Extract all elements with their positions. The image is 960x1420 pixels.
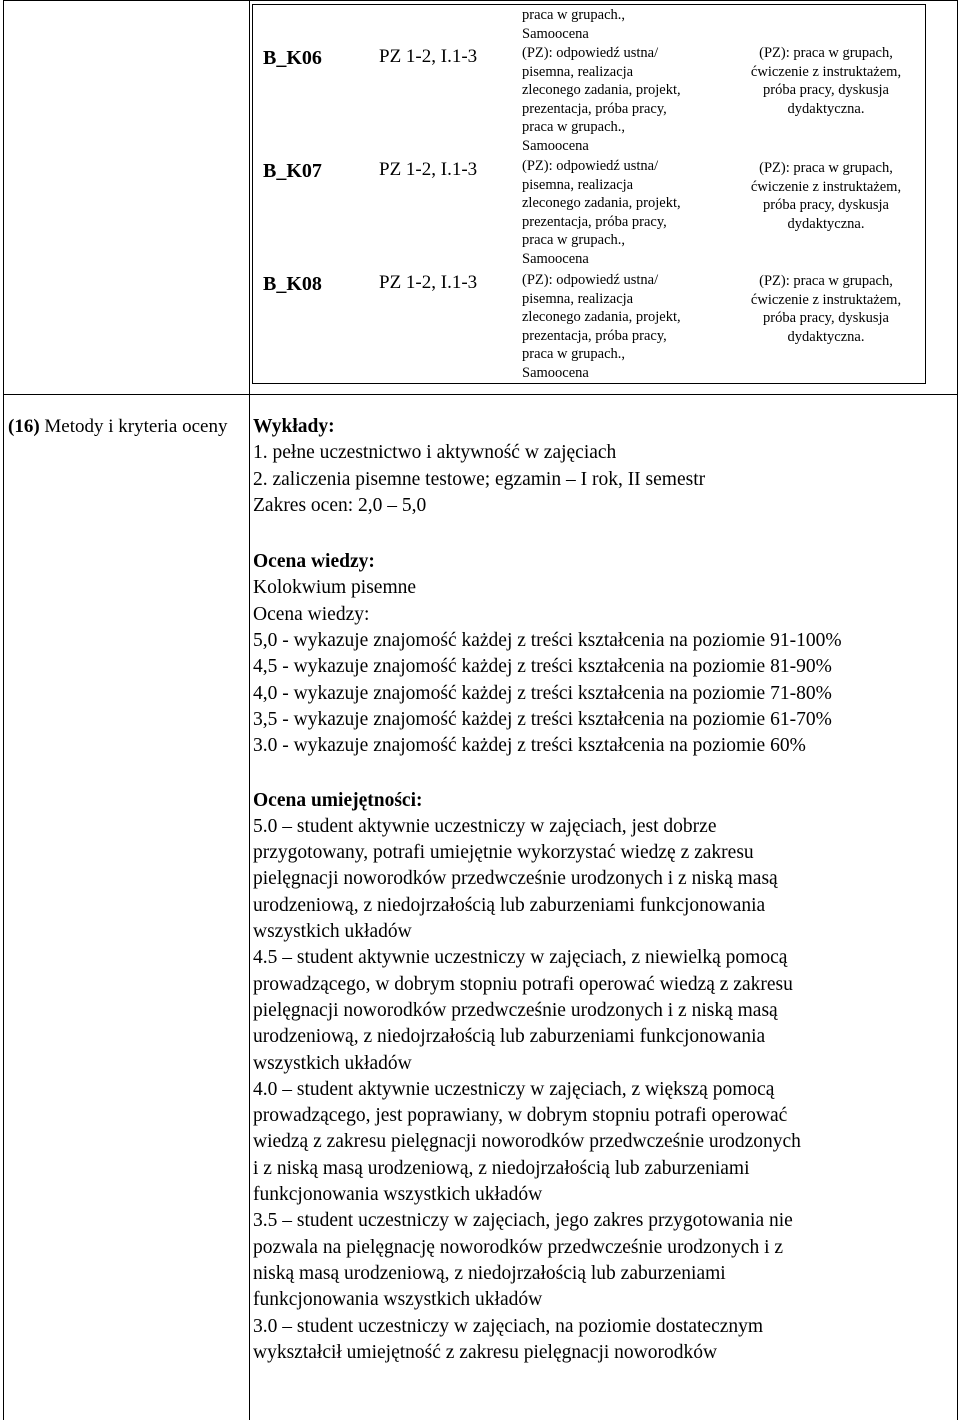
text-line: Samoocena xyxy=(522,364,589,381)
teaching-methods xyxy=(728,44,924,118)
text-line: funkcjonowania wszystkich układów xyxy=(253,1289,543,1311)
text-line: zleconego zadania, projekt, xyxy=(522,82,681,98)
text-line: zleconego zadania, projekt, xyxy=(522,309,681,325)
text-line: Samoocena xyxy=(522,137,589,154)
text-line: dydaktyczna. xyxy=(787,215,865,232)
text-line: pielęgnacji noworodków przedwcześnie urodzonych i z niską masą xyxy=(253,868,778,890)
column-divider xyxy=(249,0,250,1420)
text-line: funkcjonowania wszystkich układów xyxy=(253,1184,543,1206)
text-line: Ocena wiedzy: xyxy=(253,603,370,625)
text-line: (PZ): odpowiedź ustna/ xyxy=(522,272,659,288)
text-line: praca w grupach., xyxy=(522,119,626,135)
outcome-pz: PZ 1-2, I.1-3 xyxy=(379,159,478,180)
text-line: 4,5 - wykazuje znajomość każdej z treści kształcenia na poziomie 81-90% xyxy=(253,656,832,678)
text-line: wszystkich układów xyxy=(253,1052,412,1074)
text-line: wiedzą z zakresu pielęgnacji noworodków przedwcześnie urodzonych xyxy=(253,1131,801,1153)
text-line: prezentacja, próba pracy, xyxy=(522,100,667,117)
text-line: 3.0 - wykazuje znajomość każdej z treści kształcenia na poziomie 60% xyxy=(253,735,806,757)
text-line: pisemna, realizacja xyxy=(522,63,634,80)
text-line: 1. pełne uczestnictwo i aktywność w zajęciach xyxy=(253,442,617,464)
lectures-heading: Wykłady: xyxy=(253,416,335,437)
text-line: (PZ): praca w grupach, xyxy=(759,45,893,61)
text-line: pisemna, realizacja xyxy=(522,176,634,193)
text-line: urodzeniową, z niedojrzałością lub zaburzeniami funkcjonowania xyxy=(253,1026,766,1048)
outcome-pz: PZ 1-2, I.1-3 xyxy=(379,272,478,293)
text-line: 5.0 – student aktywnie uczestniczy w zajęciach, jest dobrze xyxy=(253,815,717,837)
text-line: i z niską masą urodzeniową, z niedojrzałością lub zaburzeniami xyxy=(253,1157,750,1179)
knowledge-heading: Ocena wiedzy: xyxy=(253,551,375,573)
text-line: praca w grupach., xyxy=(522,346,626,362)
outcome-code: B_K08 xyxy=(263,273,322,295)
text-line: 3,5 - wykazuje znajomość każdej z treści kształcenia na poziomie 61-70% xyxy=(253,708,832,730)
table-top-border xyxy=(4,0,957,1)
assessment-methods xyxy=(522,44,681,155)
text-line: przygotowany, potrafi umiejętnie wykorzystać wiedzę z zakresu xyxy=(253,842,754,864)
text-line: 4.0 – student aktywnie uczestniczy w zajęciach, z większą pomocą xyxy=(253,1078,775,1100)
text-line: wszystkich układów xyxy=(253,921,412,943)
text-line: praca w grupach., xyxy=(522,7,626,23)
text-line: pozwala na pielęgnację noworodków przedwcześnie urodzonych i z xyxy=(253,1236,784,1258)
assessment-methods xyxy=(522,271,681,382)
section-label xyxy=(8,414,238,440)
text-line: próba pracy, dyskusja xyxy=(763,197,889,213)
text-line: prezentacja, próba pracy, xyxy=(522,327,667,344)
text-line: (PZ): praca w grupach, xyxy=(759,273,893,289)
section-number: (16) xyxy=(8,416,40,437)
text-line: Samoocena xyxy=(522,25,589,42)
text-line: praca w grupach., xyxy=(522,232,626,248)
text-line: próba pracy, dyskusja xyxy=(763,310,889,326)
text-line: prowadzącego, jest poprawiany, w dobrym stopniu potrafi operować xyxy=(253,1105,788,1127)
teaching-methods xyxy=(728,159,924,233)
outcome-pz: PZ 1-2, I.1-3 xyxy=(379,46,478,67)
text-line: (PZ): odpowiedź ustna/ xyxy=(522,45,659,61)
text-line: dydaktyczna. xyxy=(787,328,865,345)
text-line: ćwiczenie z instruktażem, xyxy=(750,178,902,195)
teaching-methods xyxy=(728,272,924,346)
section-content xyxy=(253,414,953,1366)
outcome-code: B_K06 xyxy=(263,47,322,69)
text-line: pisemna, realizacja xyxy=(522,290,634,307)
text-line: niską masą urodzeniową, z niedojrzałością lub zaburzeniami xyxy=(253,1262,726,1284)
outcome-code: B_K07 xyxy=(263,160,322,182)
section-title: Metody i kryteria oceny xyxy=(39,416,228,437)
text-line: Zakres ocen: 2,0 – 5,0 xyxy=(253,494,427,516)
text-line: prezentacja, próba pracy, xyxy=(522,213,667,230)
text-line: pielęgnacji noworodków przedwcześnie urodzonych i z niską masą xyxy=(253,999,778,1021)
text-line: zleconego zadania, projekt, xyxy=(522,195,681,211)
text-line: ćwiczenie z instruktażem, xyxy=(750,63,902,80)
text-line: (PZ): odpowiedź ustna/ xyxy=(522,158,659,174)
text-line: próba pracy, dyskusja xyxy=(763,82,889,98)
row-divider xyxy=(4,394,957,395)
text-line: 2. zaliczenia pisemne testowe; egzamin – I rok, II semestr xyxy=(253,468,706,490)
text-line: 4.5 – student aktywnie uczestniczy w zajęciach, z niewielką pomocą xyxy=(253,947,788,969)
text-line: Samoocena xyxy=(522,250,589,267)
text-line: 5,0 - wykazuje znajomość każdej z treści kształcenia na poziomie 91-100% xyxy=(253,630,842,652)
assessment-methods xyxy=(522,157,681,268)
skills-heading: Ocena umiejętności: xyxy=(253,789,423,811)
text-line: dydaktyczna. xyxy=(787,100,865,117)
text-line: wykształcił umiejętność z zakresu pielęgnacji noworodków xyxy=(253,1341,718,1363)
prev-row-assessment-fragment xyxy=(522,6,625,43)
text-line: urodzeniową, z niedojrzałością lub zaburzeniami funkcjonowania xyxy=(253,894,766,916)
text-line: Kolokwium pisemne xyxy=(253,577,417,599)
text-line: ćwiczenie z instruktażem, xyxy=(750,291,902,308)
text-line: prowadzącego, w dobrym stopniu potrafi operować wiedzą z zakresu xyxy=(253,973,793,995)
text-line: (PZ): praca w grupach, xyxy=(759,160,893,176)
text-line: 3.0 – student uczestniczy w zajęciach, na poziomie dostatecznym xyxy=(253,1315,764,1337)
text-line: 3.5 – student uczestniczy w zajęciach, jego zakres przygotowania nie xyxy=(253,1210,793,1232)
text-line: 4,0 - wykazuje znajomość każdej z treści kształcenia na poziomie 71-80% xyxy=(253,682,832,704)
